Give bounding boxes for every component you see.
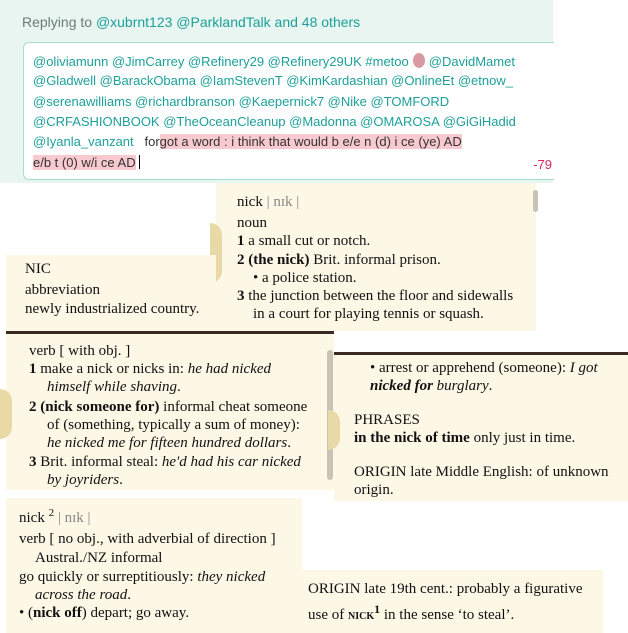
origin-line-1: ORIGIN late Middle English: of unknown xyxy=(354,464,609,480)
phrase-entry xyxy=(354,430,575,447)
definition-3: 3 the junction between the floor and sidewalls xyxy=(237,288,514,304)
definition-text: make a nick or nicks in: xyxy=(40,361,188,377)
page-edge-icon xyxy=(0,389,12,439)
typed-text: for xyxy=(144,134,160,149)
nick-noun-panel xyxy=(216,183,536,331)
mention-line-4: @CRFASHIONBOOK @TheOceanCleanup @Madonna @OMAROSA @GiGiHadid xyxy=(33,114,516,129)
definition: newly industrialized country. xyxy=(25,301,200,317)
replying-to-prefix: Replying to xyxy=(22,14,96,30)
mention-text: @Iyanla_vanzant xyxy=(33,134,134,149)
definition xyxy=(19,569,265,586)
mention-line-5 xyxy=(33,134,462,149)
definition-2: 2 (the nick) Brit. informal prison. xyxy=(237,252,441,268)
definition-2: 2 (nick someone for) informal cheat someone xyxy=(29,399,308,415)
tweet-compose-box[interactable] xyxy=(23,42,554,180)
pronunciation: | nɪk | xyxy=(266,194,300,210)
page-edge-icon xyxy=(328,410,340,450)
reply-panel xyxy=(0,0,553,183)
replying-to-label xyxy=(22,14,360,30)
origin-line-1: ORIGIN late 19th cent.: probably a figurative xyxy=(308,581,583,597)
headword: nick xyxy=(19,510,45,526)
region-label: Austral./NZ informal xyxy=(35,550,163,566)
mention-text: @DavidMamet xyxy=(428,54,515,69)
entry-headword xyxy=(237,194,299,211)
part-of-speech: verb [ with obj. ] xyxy=(29,343,131,359)
definition-3-cont: in a court for playing tennis or squash. xyxy=(253,306,484,322)
headword: NIC xyxy=(25,261,51,277)
character-counter: -79 xyxy=(533,157,552,172)
example-text: burglary xyxy=(432,378,489,394)
example-text: he had nicked xyxy=(187,361,272,377)
mention-line-6 xyxy=(33,155,140,170)
definition-text: a small cut or notch. xyxy=(248,233,371,249)
example-text: he nicked me for fifteen hundred dollars xyxy=(47,435,288,451)
example-text: by joyriders xyxy=(47,472,120,488)
definition-label: (the nick) xyxy=(248,252,310,268)
example-text: I got xyxy=(569,360,598,376)
definition-1-example: himself while shaving. xyxy=(47,379,181,395)
nick-verb-panel xyxy=(6,331,334,490)
definition-text: Brit. informal prison. xyxy=(309,252,441,268)
example-keyword: nicked for xyxy=(370,378,433,394)
sense-arrest xyxy=(370,360,598,377)
sub-sense: • (nick off) depart; go away. xyxy=(19,605,190,621)
origin-text: in the sense ‘to steal’. xyxy=(380,607,515,623)
origin-text: use of xyxy=(308,607,348,623)
mention-line-1 xyxy=(33,53,515,69)
sense-arrest-example: nicked for burglary. xyxy=(370,378,493,394)
origin-line-2 xyxy=(308,602,514,624)
definition-example: across the road. xyxy=(35,587,131,603)
phrases-panel xyxy=(334,352,628,501)
over-limit-text: got a word : i think that would b e/e n (d) i ce (ye) AD xyxy=(159,134,462,149)
homograph-number: 2 xyxy=(48,507,55,519)
definition-1: 1 a small cut or notch. xyxy=(237,233,371,249)
nic-panel xyxy=(6,255,216,331)
over-limit-text: e/b t (0) w/i ce AD xyxy=(33,155,136,170)
definition-text: depart; go away. xyxy=(86,605,190,621)
phrase-definition: only just in time. xyxy=(469,430,576,446)
phrases-heading: PHRASES xyxy=(354,412,420,428)
mention-line-3: @serenawilliams @richardbranson @Kaepernick7 @Nike @TOMFORD xyxy=(33,94,450,109)
scrollbar[interactable] xyxy=(533,190,538,212)
mention-line-2: @Gladwell @BarackObama @IamStevenT @KimKardashian @OnlineEt @etnow_ xyxy=(33,73,513,88)
part-of-speech: abbreviation xyxy=(25,282,100,298)
example-text: himself while shaving xyxy=(47,379,177,395)
origin-panel xyxy=(300,570,603,633)
entry-headword xyxy=(19,507,91,527)
text-caret xyxy=(139,155,140,169)
definition-2-sub: • a police station. xyxy=(253,270,357,286)
definition-text: the junction between the floor and sidewalls xyxy=(248,288,514,304)
phrase: in the nick of time xyxy=(354,430,470,446)
example-text: they nicked xyxy=(197,569,266,585)
mention-text: @oliviamunn @JimCarrey @Refinery29 @Refinery29UK #metoo xyxy=(33,54,409,69)
part-of-speech: noun xyxy=(237,215,267,231)
part-of-speech: verb [ no obj., with adverbial of direction ] xyxy=(19,531,276,547)
replying-to-mentions[interactable]: @xubrnt123 @ParklandTalk and 48 others xyxy=(95,14,361,30)
emoji-icon xyxy=(413,53,425,68)
cross-reference[interactable]: nick xyxy=(348,608,375,623)
definition-text: Brit. informal steal: xyxy=(40,454,162,470)
headword: nick xyxy=(237,194,263,210)
definition-text: • arrest or apprehend (someone): xyxy=(370,360,570,376)
definition-3: 3 Brit. informal steal: he'd had his car nicked xyxy=(29,454,301,470)
definition-text: go quickly or surreptitiously: xyxy=(19,569,198,585)
homograph-number: 1 xyxy=(374,602,381,616)
definition-label: (nick someone for) xyxy=(40,399,160,415)
definition-1: 1 make a nick or nicks in: he had nicked xyxy=(29,361,272,377)
example-text: he'd had his car nicked xyxy=(161,454,301,470)
nick-2-panel xyxy=(6,498,302,633)
example-text: across the road xyxy=(35,587,128,603)
definition-text: informal cheat someone xyxy=(159,399,308,415)
definition-2-example: he nicked me for fifteen hundred dollars. xyxy=(47,435,291,451)
pronunciation: | nɪk | xyxy=(57,510,91,526)
definition-3-example: by joyriders. xyxy=(47,472,123,488)
origin-line-2: origin. xyxy=(354,482,394,498)
definition-2-cont: of (something, typically a sum of money): xyxy=(47,417,300,433)
